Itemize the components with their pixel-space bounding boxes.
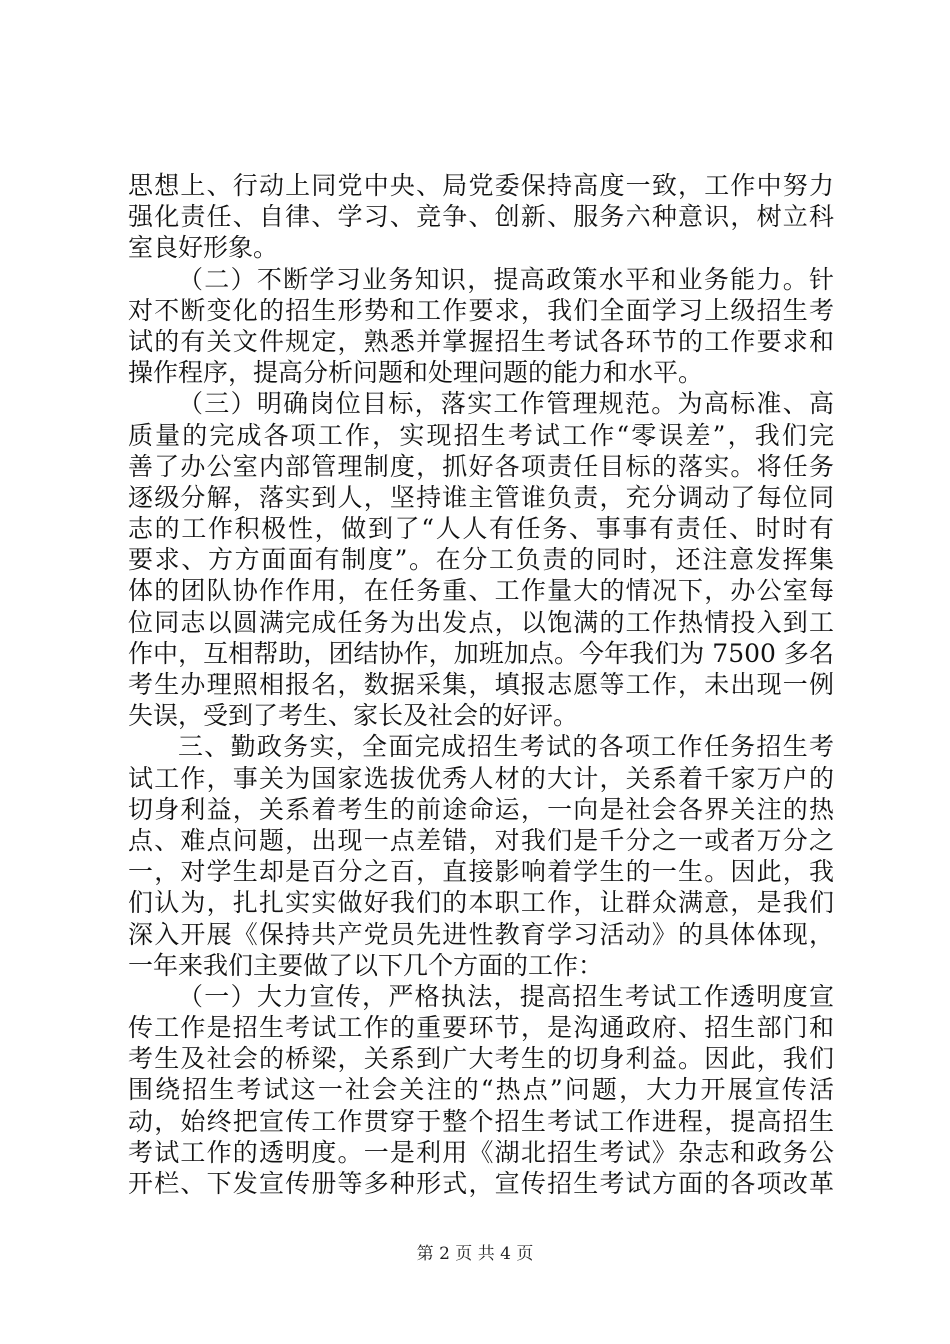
text-line: 试的有关文件规定，熟悉并掌握招生考试各环节的工作要求和: [128, 326, 834, 356]
text-line: 围绕招生考试这一社会关注的“热点”问题，大力开展宣传活: [128, 1075, 834, 1105]
text-line: 室良好形象。: [128, 233, 279, 263]
text-line: 要求、方方面面有制度”。在分工负责的同时，还注意发挥集: [128, 545, 834, 575]
text-line: 失误，受到了考生、家长及社会的好评。: [128, 701, 579, 731]
text-line: 质量的完成各项工作，实现招生考试工作“零误差”，我们完: [128, 420, 834, 450]
text-line: 位同志以圆满完成任务为出发点，以饱满的工作热情投入到工: [128, 607, 834, 637]
text-line: 三、勤政务实，全面完成招生考试的各项工作任务招生考: [178, 732, 834, 762]
text-line: 考生及社会的桥梁，关系到广大考生的切身利益。因此，我们: [128, 1044, 834, 1074]
text-line: 思想上、行动上同党中央、局党委保持高度一致，工作中努力: [128, 171, 834, 200]
text-line: 点、难点问题，出现一点差错，对我们是千分之一或者万分之: [128, 825, 834, 855]
text-line: 善了办公室内部管理制度，抓好各项责任目标的落实。将任务: [128, 451, 834, 481]
page-footer: 第 2 页 共 4 页: [416, 1244, 534, 1264]
text-line: 逐级分解，落实到人，坚持谁主管谁负责，充分调动了每位同: [128, 482, 834, 512]
text-line: 深入开展《保持共产党员先进性教育学习活动》的具体体现，: [128, 919, 834, 949]
text-line: 传工作是招生考试工作的重要环节，是沟通政府、招生部门和: [128, 1013, 834, 1043]
text-line: 们认为，扎扎实实做好我们的本职工作，让群众满意，是我们: [128, 888, 834, 918]
text-line: 试工作，事关为国家选拔优秀人材的大计，关系着千家万户的: [128, 763, 834, 793]
text-line: 一年来我们主要做了以下几个方面的工作：: [128, 950, 604, 980]
text-line: （一）大力宣传，严格执法，提高招生考试工作透明度宣: [178, 981, 834, 1011]
text-line: 操作程序，提高分析问题和处理问题的能力和水平。: [128, 358, 704, 388]
document-body: [128, 170, 834, 1199]
text-line: 强化责任、自律、学习、竞争、创新、服务六种意识，树立科: [128, 202, 834, 232]
text-line: 动，始终把宣传工作贯穿于整个招生考试工作进程，提高招生: [128, 1106, 834, 1136]
text-line: （二）不断学习业务知识，提高政策水平和业务能力。针: [178, 264, 834, 294]
text-line: 体的团队协作作用，在任务重、工作量大的情况下，办公室每: [128, 576, 834, 606]
text-line: 志的工作积极性，做到了“人人有任务、事事有责任、时时有: [128, 514, 834, 544]
text-line: 一，对学生却是百分之百，直接影响着学生的一生。因此，我: [128, 857, 834, 887]
text-line: 开栏、下发宣传册等多种形式，宣传招生考试方面的各项改革: [128, 1169, 834, 1198]
text-line: 切身利益，关系着考生的前途命运，一向是社会各界关注的热: [128, 794, 834, 824]
text-line: 考生办理照相报名，数据采集，填报志愿等工作，未出现一例: [128, 670, 834, 699]
text-line: 对不断变化的招生形势和工作要求，我们全面学习上级招生考: [128, 295, 834, 325]
text-line: 作中，互相帮助，团结协作，加班加点。今年我们为 7500 多名: [128, 638, 834, 668]
text-line: （三）明确岗位目标，落实工作管理规范。为高标准、高: [178, 389, 834, 419]
text-line: 考试工作的透明度。一是利用《湖北招生考试》杂志和政务公: [128, 1137, 834, 1167]
